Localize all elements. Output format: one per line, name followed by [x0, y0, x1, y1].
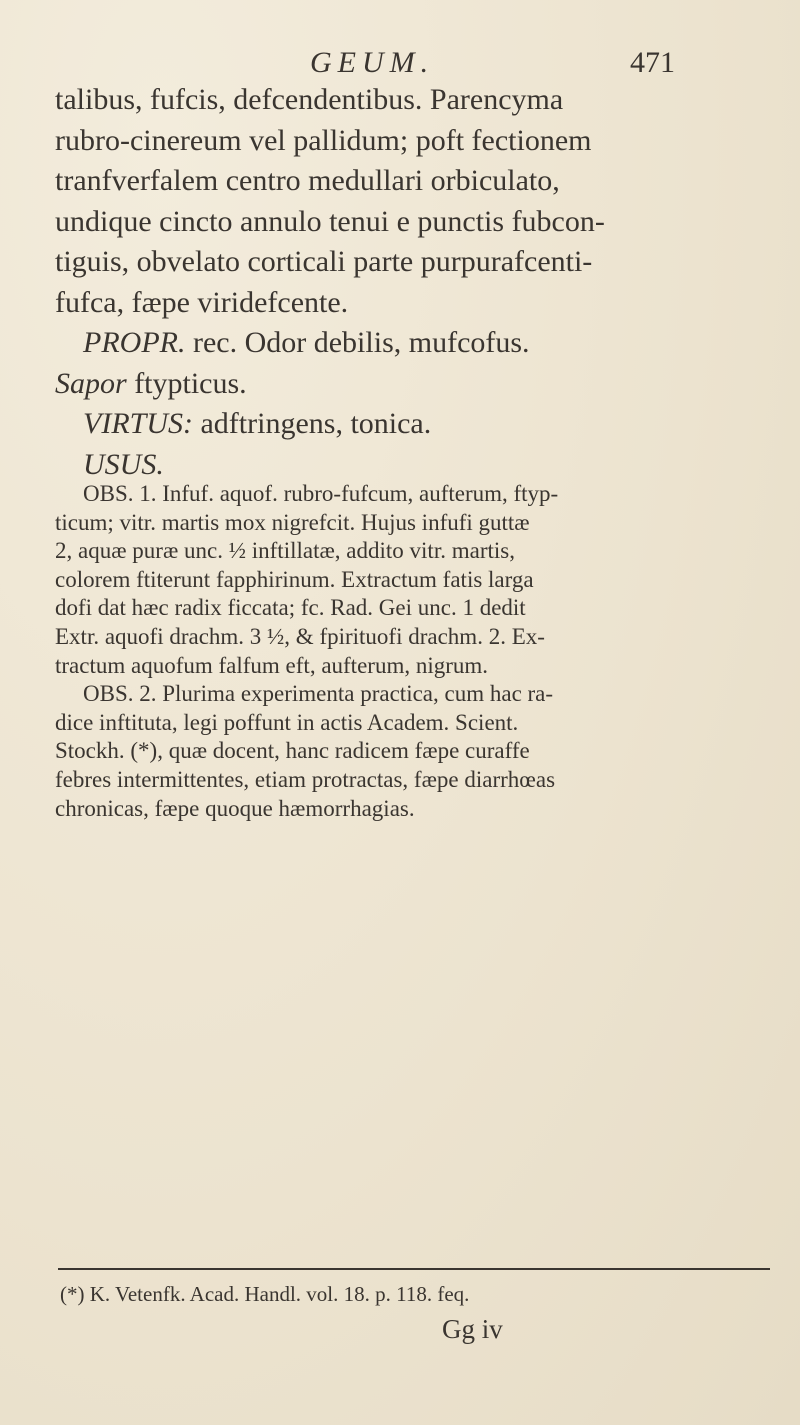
text-line: tranfverfalem centro medullari orbiculato, — [55, 164, 560, 197]
obs-line: febres intermittentes, etiam protractas, fæpe diarrhœas — [55, 766, 556, 792]
virtus-text: adftringens, tonica. — [200, 407, 432, 440]
footnote: (*) K. Vetenfk. Acad. Handl. vol. 18. p. 118. feq. — [60, 1282, 470, 1306]
virtus-heading: VIRTUS: — [83, 407, 193, 440]
propr-line — [55, 323, 785, 364]
text-line: rubro-cinereum vel pallidum; poft fectionem — [55, 123, 592, 157]
signature-mark: Gg iv — [442, 1314, 503, 1344]
text-line: talibus, fufcis, defcendentibus. Parencyma — [55, 83, 564, 116]
obs-line: OBS. 2. Plurima experimenta practica, cum hac ra- — [83, 681, 554, 707]
observations-text — [55, 480, 785, 823]
page-number: 471 — [630, 46, 675, 79]
obs-line: OBS. 1. Infuf. aquof. rubro-fufcum, aufterum, ftyp- — [83, 481, 559, 506]
virtus-line — [55, 404, 785, 445]
obs-line: dice inftituta, legi poffunt in actis Academ. Scient. — [55, 709, 519, 735]
obs-line: dofi dat hæc radix ficcata; fc. Rad. Gei unc. 1 dedit — [55, 595, 526, 621]
propr-heading: PROPR. — [83, 326, 186, 359]
running-title: GEUM. — [310, 46, 435, 79]
obs-line: colorem ftiterunt fapphirinum. Extractum fatis larga — [55, 566, 534, 592]
obs-line: Extr. aquofi drachm. 3 ½, & fpirituofi drachm. 2. Ex- — [55, 623, 545, 649]
obs-line: 2, aquæ puræ unc. ½ inftillatæ, addito vitr. martis, — [55, 538, 515, 564]
propr-text: rec. Odor debilis, mufcofus. — [192, 326, 530, 359]
footnote-rule — [58, 1268, 770, 1270]
text-line: undique cincto annulo tenui e punctis fubcon- — [55, 204, 605, 238]
sapor-text: ftypticus. — [134, 366, 247, 400]
text-line: tiguis, obvelato corticali parte purpurafcenti- — [55, 245, 593, 278]
main-text — [55, 80, 785, 485]
obs-line: ticum; vitr. martis mox nigrefcit. Hujus infufi guttæ — [55, 509, 530, 535]
usus-heading: USUS. — [83, 447, 164, 481]
obs-line: chronicas, fæpe quoque hæmorrhagias. — [55, 795, 415, 821]
obs-line: tractum aquofum falfum eft, aufterum, nigrum. — [55, 652, 489, 678]
text-line: fufca, fæpe viridefcente. — [55, 285, 349, 319]
usus-line — [55, 445, 785, 486]
sapor-line — [55, 364, 785, 405]
sapor-heading: Sapor — [55, 366, 127, 400]
obs-line: Stockh. (*), quæ docent, hanc radicem fæpe curaffe — [55, 738, 530, 764]
